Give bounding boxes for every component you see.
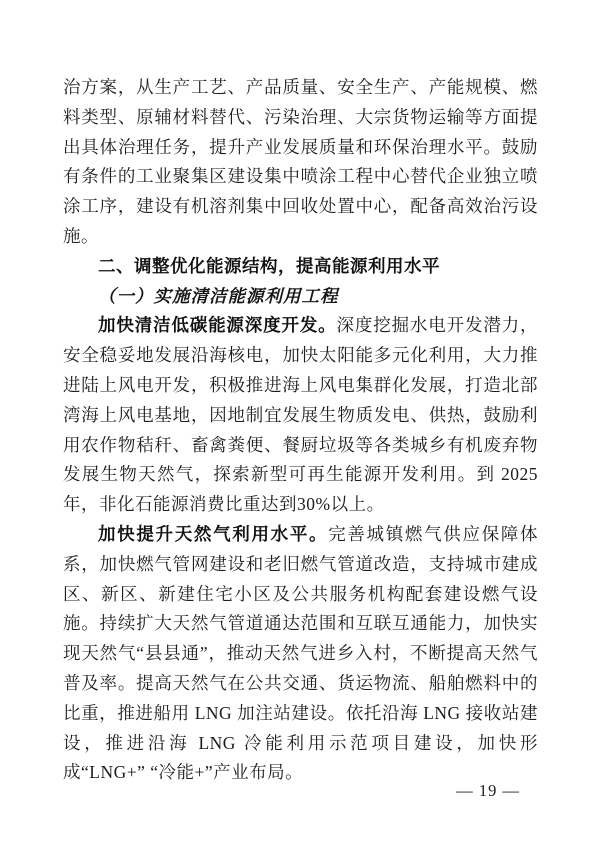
paragraph-natural-gas-body: 完善城镇燃气供应保障体系，加快燃气管网建设和老旧燃气管道改造，支持城市建成区、新区、新建住宅小区及公共服务机构配套建设燃气设施。持续扩大天然气管道通达范围和互联互通能力，加快实现天然气“县县通”，推动天然气进乡入村，不断提高天然气普及率。提高天然气在公共交通、货运物流、船舶燃料中的比重，推进船用 LNG 加注站建设。依托沿海 LNG 接收站建设，推进沿海 LNG 冷能利用示范项目建设，加快形成“LNG+” “冷能+”产业布局。: [63, 523, 539, 783]
section-heading: 二、调整优化能源结构，提高能源利用水平: [98, 255, 440, 276]
paragraph-clean-energy: [63, 311, 538, 520]
paragraph-natural-gas: [63, 520, 538, 788]
paragraph-natural-gas-lead: 加快提升天然气利用水平。: [98, 523, 329, 544]
paragraph-clean-energy-lead: 加快清洁低碳能源深度开发。: [98, 315, 337, 336]
subsection-heading: （一）实施清洁能源利用工程: [98, 285, 339, 306]
page-number: — 19 —: [456, 781, 520, 800]
paragraph-clean-energy-body: 深度挖掘水电开发潜力，安全稳妥地发展沿海核电，加快太阳能多元化利用，大力推进陆上风电开发，积极推进海上风电集群化发展，打造北部湾海上风电基地，因地制宜发展生物质发电、供热，鼓励利用农作物秸秆、畜禽粪便、餐厨垃圾等各类城乡有机废弃物发展生物天然气，探索新型可再生能源开发利用。到 2025 年，非化石能源消费比重达到30%以上。: [63, 315, 539, 515]
continuation-paragraph: 治方案，从生产工艺、产品质量、安全生产、产能规模、燃料类型、原辅材料替代、污染治理、大宗货物运输等方面提出具体治理任务，提升产业发展质量和环保治理水平。鼓励有条件的工业聚集区建设集中喷涂工程中心替代企业独立喷涂工序，建设有机溶剂集中回收处置中心，配备高效治污设施。: [63, 77, 538, 246]
page-content: [63, 73, 538, 788]
